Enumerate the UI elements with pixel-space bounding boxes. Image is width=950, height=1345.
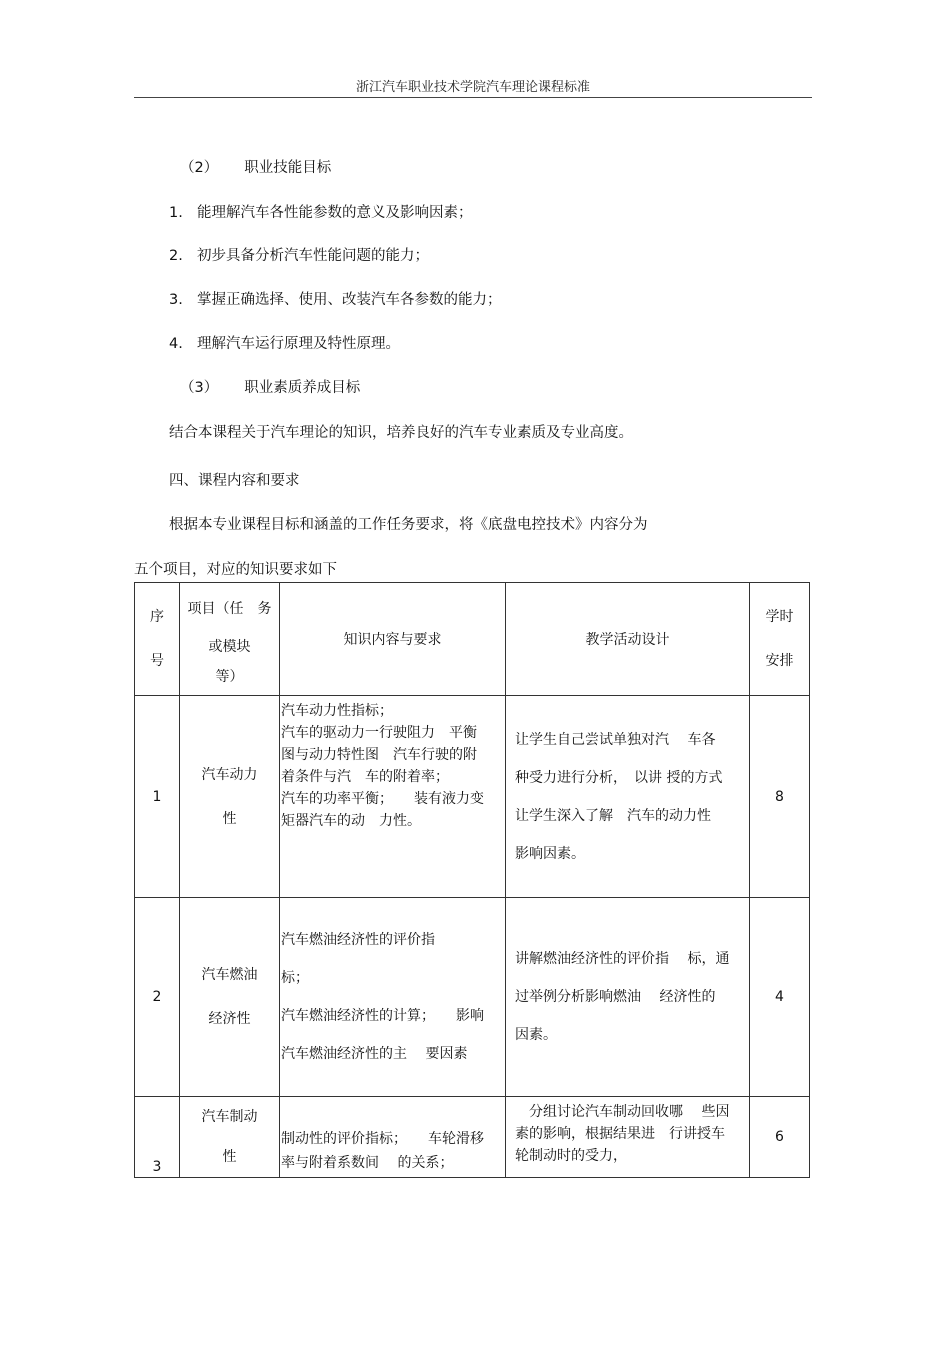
- activity-line: 种受力进行分析， 以讲 授的方式: [515, 769, 723, 786]
- row-project-line: 汽车制动: [201, 1109, 258, 1125]
- activity-line: 素的影响，根据结果进 行讲授车: [515, 1126, 725, 1142]
- activity-line: 过举例分析影响燃油 经济性的: [515, 989, 716, 1005]
- knowledge-line: 标；: [281, 970, 309, 986]
- row-project: [180, 696, 280, 898]
- header-activity: 教学活动设计: [506, 583, 750, 696]
- intro-line-2: 五个项目，对应的知识要求如下: [134, 562, 337, 578]
- skill-number: 4.: [169, 336, 183, 352]
- section-2-number: （2）: [180, 160, 219, 176]
- table-row: [135, 1097, 810, 1178]
- row-seq: 3: [135, 1097, 180, 1178]
- knowledge-line: 矩器汽车的动 力性。: [281, 813, 421, 829]
- knowledge-line: 制动性的评价指标； 车轮滑移: [281, 1131, 484, 1147]
- knowledge-line: 汽车的功率平衡； 装有液力变: [281, 791, 484, 807]
- row-hours: 6: [750, 1097, 810, 1178]
- row-project-line: 汽车燃油: [201, 967, 258, 983]
- table-row: [135, 696, 810, 898]
- header-hours-line: 安排: [765, 653, 794, 669]
- row-seq: 2: [135, 898, 180, 1097]
- row-activity: [506, 898, 750, 1097]
- row-project-line: 经济性: [208, 1011, 251, 1027]
- row-knowledge: [280, 696, 506, 898]
- skill-item-1: [169, 203, 473, 223]
- header-seq-line: 号: [150, 653, 164, 669]
- knowledge-line: 汽车燃油经济性的计算； 影响: [281, 1008, 484, 1024]
- table-header-row: [135, 583, 810, 696]
- row-activity: [506, 1097, 750, 1178]
- skill-item-3: [169, 290, 502, 310]
- activity-line: 影响因素。: [515, 845, 585, 862]
- knowledge-line: 汽车燃油经济性的评价指: [281, 932, 435, 948]
- row-activity: [506, 696, 750, 898]
- row-project-line: 性: [222, 1149, 237, 1165]
- knowledge-line: 图与动力特性图 汽车行驶的附: [281, 747, 477, 763]
- skill-number: 2.: [169, 248, 183, 264]
- table-row: [135, 898, 810, 1097]
- header-knowledge: 知识内容与要求: [280, 583, 506, 696]
- section-3-number: （3）: [180, 380, 219, 396]
- section-2-title: 职业技能目标: [244, 160, 332, 176]
- row-project: [180, 898, 280, 1097]
- row-project: [180, 1097, 280, 1178]
- header-seq-line: 序: [150, 609, 164, 625]
- row-knowledge: [280, 898, 506, 1097]
- skill-item-2: [169, 246, 429, 266]
- header-hours-line: 学时: [765, 609, 794, 625]
- row-project-line: 性: [222, 810, 237, 827]
- skill-text: 掌握正确选择、使用、改装汽车各参数的能力；: [197, 292, 502, 308]
- knowledge-line: 率与附着系数间 的关系；: [281, 1155, 454, 1171]
- activity-line: 分组讨论汽车制动回收哪 些因: [515, 1104, 730, 1120]
- activity-line: 讲解燃油经济性的评价指 标，通: [515, 951, 730, 967]
- header-project-line: 等）: [215, 669, 244, 685]
- activity-line: 让学生深入了解 汽车的动力性: [515, 807, 711, 824]
- quality-paragraph: 结合本课程关于汽车理论的知识，培养良好的汽车专业素质及专业高度。: [169, 425, 633, 441]
- knowledge-line: 汽车动力性指标；: [281, 703, 393, 719]
- course-content-table: [134, 582, 810, 1178]
- skill-number: 1.: [169, 205, 183, 221]
- section-3-title: 职业素质养成目标: [244, 380, 361, 396]
- knowledge-line: 汽车燃油经济性的主 要因素: [281, 1046, 468, 1062]
- row-hours: 4: [750, 898, 810, 1097]
- header-project: [180, 583, 280, 696]
- activity-line: 因素。: [515, 1027, 557, 1043]
- header-hours: [750, 583, 810, 696]
- skill-text: 能理解汽车各性能参数的意义及影响因素；: [197, 205, 473, 221]
- header-seq: [135, 583, 180, 696]
- row-project-line: 汽车动力: [201, 766, 258, 783]
- section-4-heading: 四、课程内容和要求: [169, 473, 300, 489]
- skill-text: 理解汽车运行原理及特性原理。: [197, 336, 400, 352]
- row-hours: 8: [750, 696, 810, 898]
- section-3-heading: [180, 378, 360, 398]
- skill-text: 初步具备分析汽车性能问题的能力；: [197, 248, 429, 264]
- row-seq: 1: [135, 696, 180, 898]
- section-2-heading: [180, 158, 331, 178]
- header-project-line: 或模块: [208, 639, 251, 655]
- header-project-line: 项目（任 务: [187, 601, 272, 617]
- knowledge-line: 汽车的驱动力一行驶阻力 平衡: [281, 725, 477, 741]
- intro-line-1: 根据本专业课程目标和涵盖的工作任务要求，将《底盘电控技术》内容分为: [169, 517, 648, 533]
- row-knowledge: [280, 1097, 506, 1178]
- activity-line: 轮制动时的受力，: [515, 1148, 627, 1164]
- activity-line: 让学生自己尝试单独对汽 车各: [515, 731, 716, 748]
- skill-number: 3.: [169, 292, 183, 308]
- knowledge-line: 着条件与汽 车的附着率；: [281, 769, 449, 785]
- page-header: 浙江汽车职业技术学院汽车理论课程标准: [355, 80, 590, 95]
- header-divider: [134, 97, 812, 98]
- skill-item-4: [169, 334, 400, 354]
